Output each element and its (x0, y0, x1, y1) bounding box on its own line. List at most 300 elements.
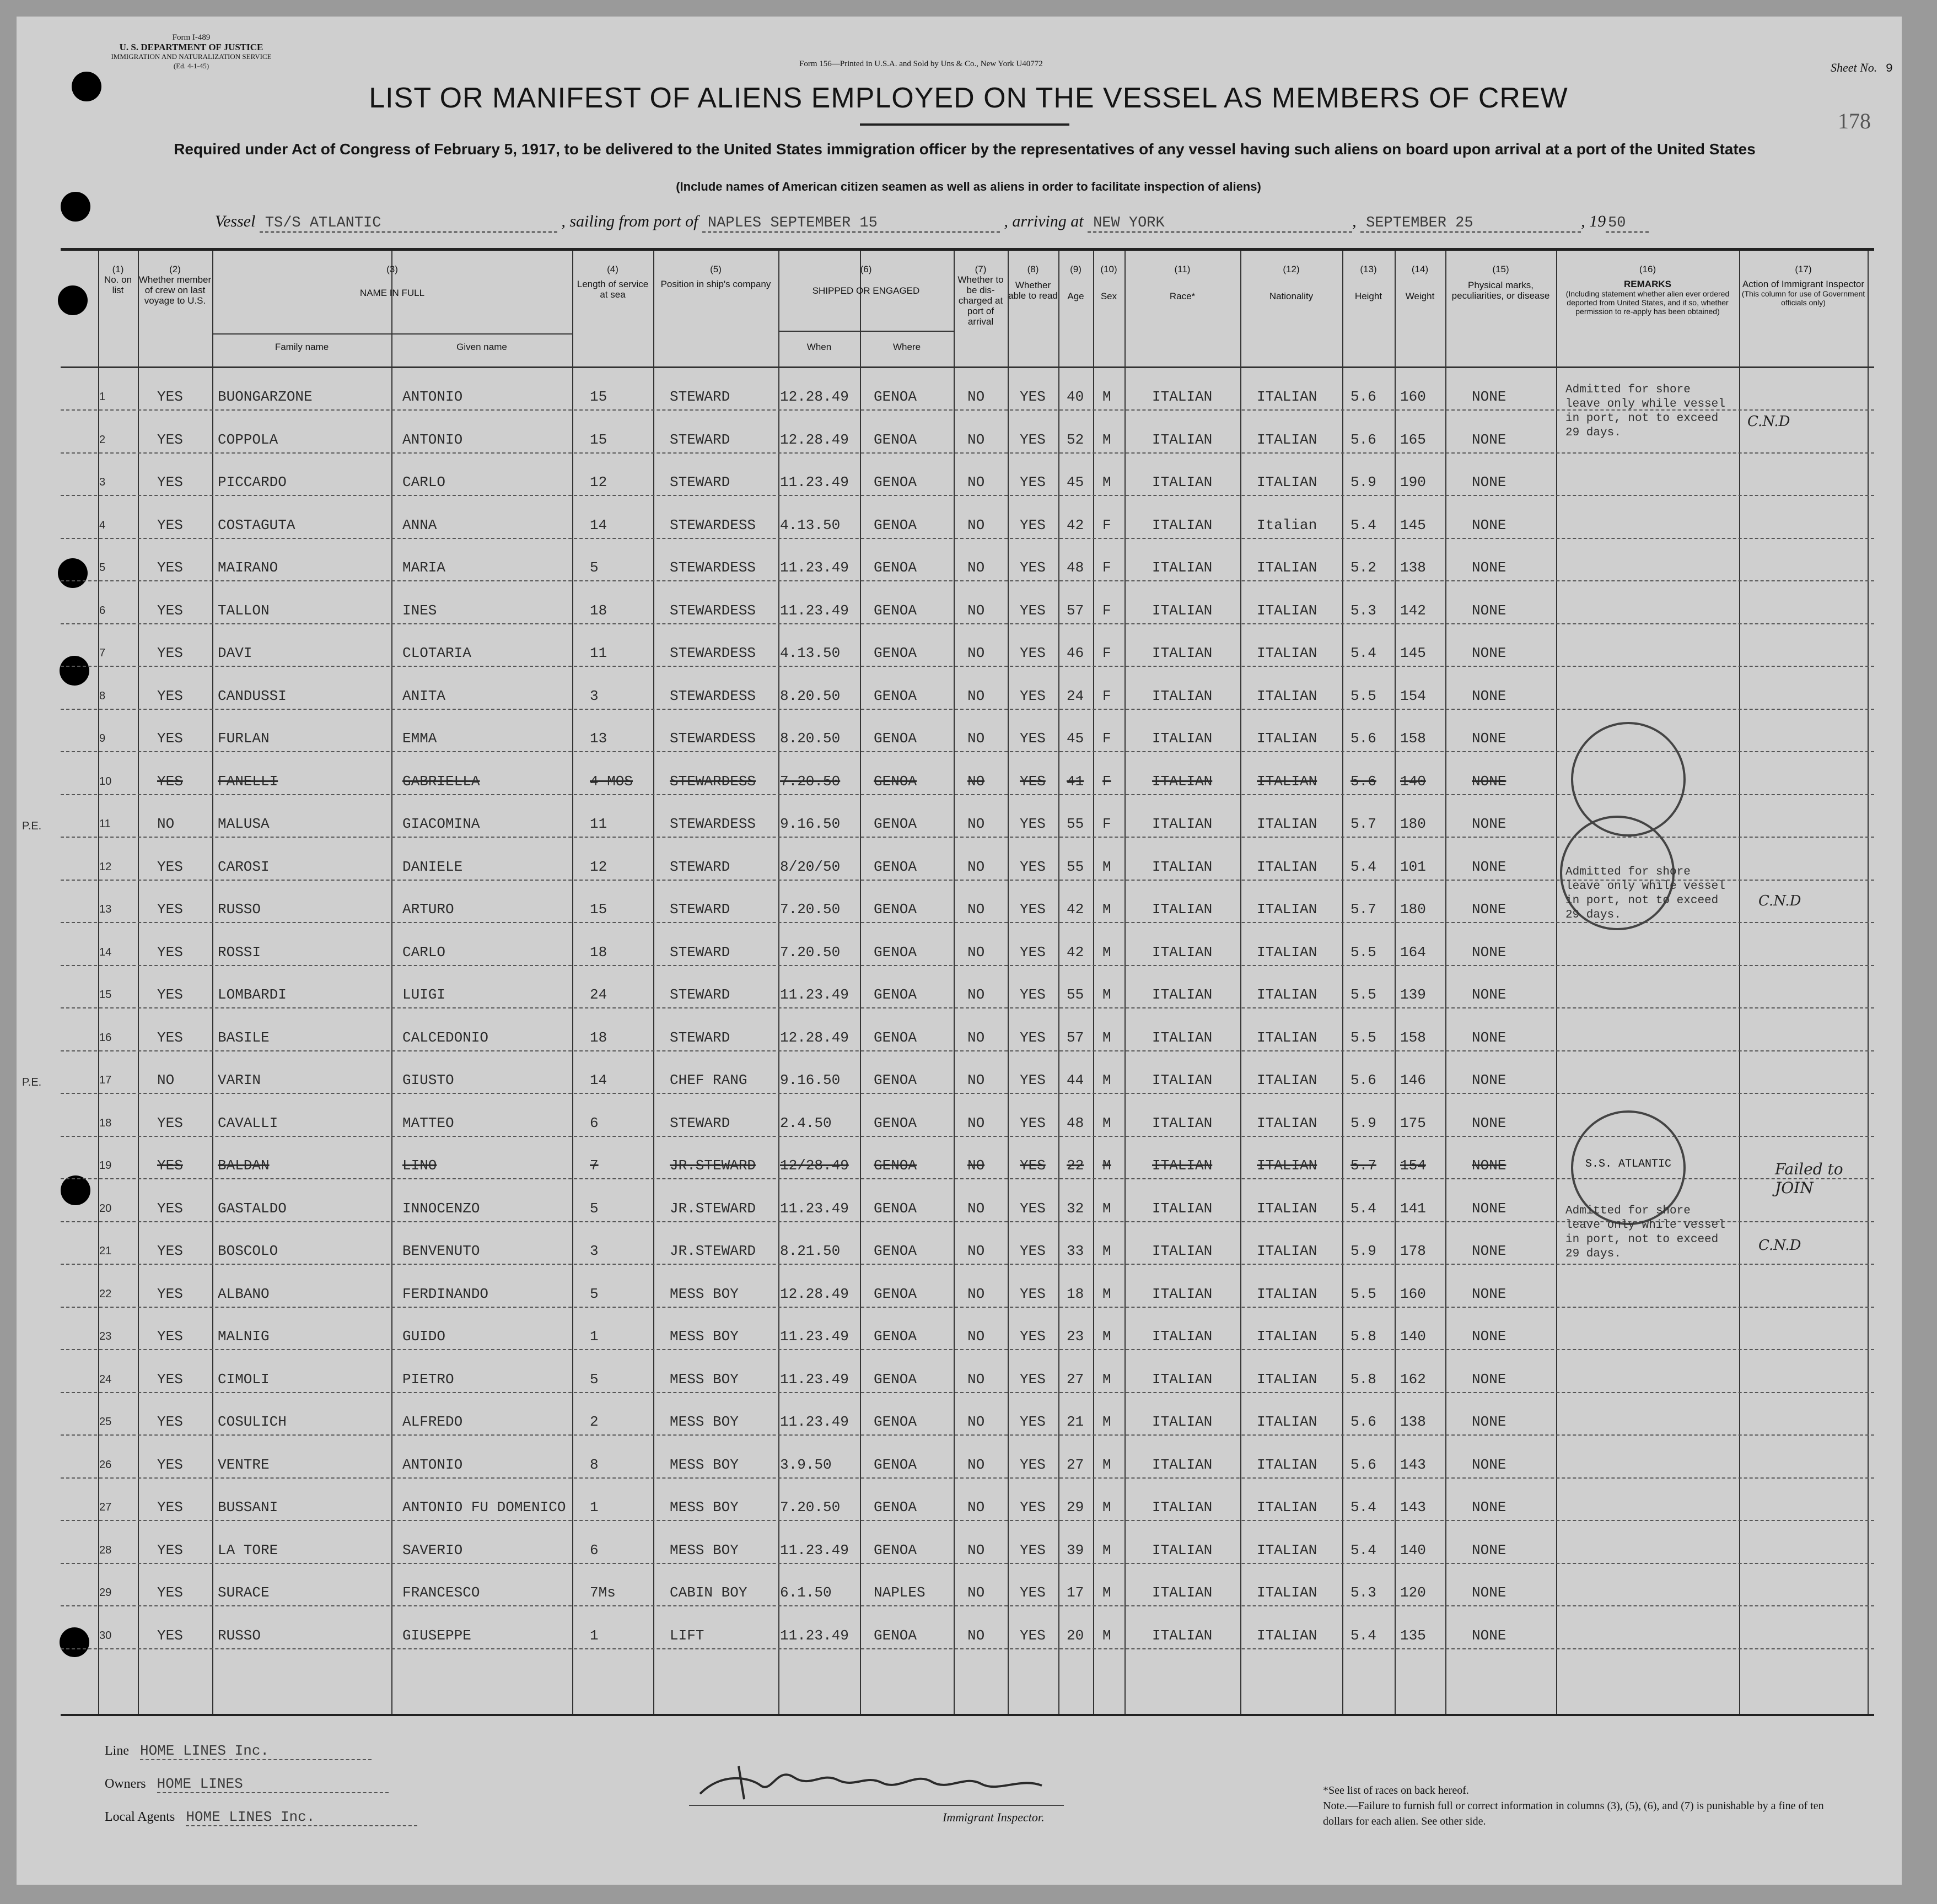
shipped-when: 3.9.50 (780, 1456, 832, 1473)
height: 5.6 (1350, 1456, 1376, 1473)
shipped-when: 11.23.49 (780, 986, 849, 1003)
service-length: 7Ms (590, 1584, 616, 1601)
height: 5.4 (1350, 516, 1376, 533)
physical-marks: NONE (1472, 1414, 1506, 1430)
shipped-when: 7.20.50 (780, 943, 841, 961)
discharged: NO (967, 1371, 985, 1388)
age: 55 (1067, 986, 1084, 1003)
height: 5.8 (1350, 1328, 1376, 1345)
service-length: 15 (590, 389, 607, 405)
family-name: CIMOLI (218, 1371, 270, 1388)
family-name: FANELLI (218, 773, 278, 790)
race: ITALIAN (1152, 1029, 1213, 1046)
row-rule (61, 452, 1874, 454)
age: 41 (1067, 773, 1084, 790)
height: 5.6 (1350, 730, 1376, 747)
service-length: 11 (590, 816, 607, 832)
title-underline (860, 123, 1069, 126)
able-to-read: YES (1020, 816, 1046, 832)
nationality: ITALIAN (1257, 1456, 1317, 1473)
sex: M (1102, 1499, 1111, 1515)
weight: 138 (1400, 559, 1426, 576)
binder-hole (61, 192, 90, 222)
shipped-when: 8.21.50 (780, 1243, 841, 1259)
height: 5.5 (1350, 986, 1376, 1003)
physical-marks: NONE (1472, 687, 1506, 704)
shipped-when: 12.28.49 (780, 431, 849, 448)
signature-scribble (689, 1755, 1064, 1805)
sex: M (1102, 1627, 1111, 1644)
edition: (Ed. 4-1-45) (173, 62, 209, 70)
row-number: 3 (99, 476, 106, 488)
race: ITALIAN (1152, 773, 1213, 790)
able-to-read: YES (1020, 1541, 1046, 1558)
crew-last-voyage: YES (157, 901, 183, 918)
shipped-when: 11.23.49 (780, 602, 849, 619)
able-to-read: YES (1020, 1072, 1046, 1088)
service-length: 5 (590, 559, 599, 576)
form-identifier (100, 33, 282, 71)
height: 5.6 (1350, 773, 1376, 790)
sex: M (1102, 389, 1111, 405)
height: 5.4 (1350, 645, 1376, 661)
service-length: 8 (590, 1456, 599, 1473)
weight: 178 (1400, 1243, 1426, 1259)
row-rule (61, 1563, 1874, 1564)
nationality: ITALIAN (1257, 1371, 1317, 1388)
height: 5.4 (1350, 1627, 1376, 1644)
shipped-where: GENOA (874, 1114, 917, 1131)
row-rule (61, 1349, 1874, 1350)
row-number: 29 (99, 1587, 112, 1599)
penalty-note: Note.—Failure to furnish full or correct information in columns (3), (5), (6), and (7) is punishable by a fine of ten dollars for each alien. See other side. (1323, 1800, 1824, 1827)
shipped-where: GENOA (874, 431, 917, 448)
age: 52 (1067, 431, 1084, 448)
position: STEWARD (670, 1029, 730, 1046)
sex: M (1102, 431, 1111, 448)
header-where: Where (892, 342, 921, 352)
weight: 141 (1400, 1200, 1426, 1217)
physical-marks: NONE (1472, 1627, 1506, 1644)
height: 5.5 (1350, 943, 1376, 961)
position: STEWARD (670, 986, 730, 1003)
shipped-when: 12.28.49 (780, 389, 849, 405)
family-name: BALDAN (218, 1157, 270, 1174)
physical-marks: NONE (1472, 1072, 1506, 1088)
physical-marks: NONE (1472, 431, 1506, 448)
physical-marks: NONE (1472, 474, 1506, 490)
age: 55 (1067, 858, 1084, 875)
shipped-when: 12.28.49 (780, 1029, 849, 1046)
row-number: 11 (99, 818, 111, 830)
race: ITALIAN (1152, 1243, 1213, 1259)
nationality: ITALIAN (1257, 1029, 1317, 1046)
row-number: 15 (99, 989, 112, 1001)
shipped-where: GENOA (874, 730, 917, 747)
physical-marks: NONE (1472, 389, 1506, 405)
able-to-read: YES (1020, 1499, 1046, 1515)
race: ITALIAN (1152, 986, 1213, 1003)
family-name: MAIRANO (218, 559, 278, 576)
arriving-port: NEW YORK (1088, 215, 1352, 233)
row-number: 14 (99, 946, 112, 958)
page-number: 178 (1838, 109, 1871, 133)
sex: M (1102, 1072, 1111, 1088)
height: 5.2 (1350, 559, 1376, 576)
sheet-label: Sheet No. (1830, 61, 1877, 74)
requirement-text: Required under Act of Congress of February 5, 1917, to be delivered to the United States immigration officer by the representatives of any vessel having such aliens on board upon arrival at a port of the United States (174, 141, 1756, 158)
family-name: BUSSANI (218, 1499, 278, 1515)
height: 5.3 (1350, 1584, 1376, 1601)
service-length: 6 (590, 1114, 599, 1131)
sex: M (1102, 1584, 1111, 1601)
able-to-read: YES (1020, 1627, 1046, 1644)
crew-last-voyage: YES (157, 687, 183, 704)
age: 42 (1067, 901, 1084, 918)
nationality: ITALIAN (1257, 943, 1317, 961)
discharged: NO (967, 687, 985, 704)
height: 5.9 (1350, 1243, 1376, 1259)
position: LIFT (670, 1627, 704, 1644)
family-name: RUSSO (218, 1627, 261, 1644)
sex: F (1102, 516, 1111, 533)
header-family-name: Family name (275, 342, 329, 352)
position: JR.STEWARD (670, 1243, 756, 1259)
sex: M (1102, 1371, 1111, 1388)
given-name: PIETRO (402, 1371, 454, 1388)
shipped-where: GENOA (874, 773, 917, 790)
discharged: NO (967, 474, 985, 490)
physical-marks: NONE (1472, 730, 1506, 747)
position: MESS BOY (670, 1328, 739, 1345)
service-length: 5 (590, 1285, 599, 1302)
position: STEWARD (670, 431, 730, 448)
given-name: GIUSEPPE (402, 1627, 471, 1644)
position: CABIN BOY (670, 1584, 747, 1601)
height: 5.9 (1350, 1114, 1376, 1131)
race: ITALIAN (1152, 431, 1213, 448)
row-prefix: P.E. (22, 820, 42, 832)
row-rule (61, 538, 1874, 539)
sex: M (1102, 1157, 1111, 1174)
row-number: 28 (99, 1544, 112, 1556)
race: ITALIAN (1152, 1456, 1213, 1473)
shipped-where: GENOA (874, 1371, 917, 1388)
service-length: 5 (590, 1371, 599, 1388)
weight: 120 (1400, 1584, 1426, 1601)
row-number: 21 (99, 1245, 112, 1257)
shipped-where: GENOA (874, 1072, 917, 1088)
race: ITALIAN (1152, 645, 1213, 661)
service-length: 2 (590, 1414, 599, 1430)
service-length: 3 (590, 687, 599, 704)
physical-marks: NONE (1472, 986, 1506, 1003)
race: ITALIAN (1152, 1157, 1213, 1174)
header-crew: (2) Whether member of crew on last voyage to U.S. (138, 264, 212, 306)
header-weight: (14) Weight (1405, 264, 1435, 301)
row-number: 12 (99, 860, 112, 873)
given-name: MATTEO (402, 1114, 454, 1131)
nationality: ITALIAN (1257, 1285, 1317, 1302)
race: ITALIAN (1152, 687, 1213, 704)
position: MESS BOY (670, 1414, 739, 1430)
weight: 140 (1400, 1541, 1426, 1558)
remark-shore-leave-3: Admitted for shore leave only while vessel in port, not to exceed 29 days. (1565, 1205, 1725, 1260)
footer-line: Line HOME LINES Inc. (105, 1743, 372, 1760)
race: ITALIAN (1152, 389, 1213, 405)
race: ITALIAN (1152, 1285, 1213, 1302)
physical-marks: NONE (1472, 1541, 1506, 1558)
row-rule (61, 1307, 1874, 1308)
shipped-when: 8.20.50 (780, 730, 841, 747)
physical-marks: NONE (1472, 645, 1506, 661)
position: MESS BOY (670, 1285, 739, 1302)
weight: 101 (1400, 858, 1426, 875)
able-to-read: YES (1020, 389, 1046, 405)
given-name: FRANCESCO (402, 1584, 480, 1601)
nationality: ITALIAN (1257, 901, 1317, 918)
sex: M (1102, 986, 1111, 1003)
crew-last-voyage: YES (157, 1371, 183, 1388)
crew-last-voyage: YES (157, 1627, 183, 1644)
physical-marks: NONE (1472, 943, 1506, 961)
shipped-when: 11.23.49 (780, 474, 849, 490)
shipped-where: GENOA (874, 602, 917, 619)
age: 44 (1067, 1072, 1084, 1088)
able-to-read: YES (1020, 687, 1046, 704)
weight: 140 (1400, 773, 1426, 790)
include-note: (Include names of American citizen seamen as well as aliens in order to facilitate inspection of aliens) (676, 180, 1261, 193)
shipped-when: 11.23.49 (780, 1627, 849, 1644)
able-to-read: YES (1020, 1243, 1046, 1259)
crew-last-voyage: YES (157, 1328, 183, 1345)
footer-agents: Local Agents HOME LINES Inc. (105, 1809, 417, 1826)
race: ITALIAN (1152, 1414, 1213, 1430)
shipped-where: NAPLES (874, 1584, 926, 1601)
header-height: (13) Height (1354, 264, 1382, 301)
crew-last-voyage: YES (157, 645, 183, 661)
family-name: RUSSO (218, 901, 261, 918)
race: ITALIAN (1152, 816, 1213, 832)
race: ITALIAN (1152, 1200, 1213, 1217)
row-number: 18 (99, 1116, 112, 1129)
physical-marks: NONE (1472, 559, 1506, 576)
physical-marks: NONE (1472, 1285, 1506, 1302)
race: ITALIAN (1152, 1584, 1213, 1601)
discharged: NO (967, 431, 985, 448)
discharged: NO (967, 1200, 985, 1217)
discharged: NO (967, 559, 985, 576)
arrival-date: SEPTEMBER 25 (1360, 215, 1581, 233)
sex: M (1102, 1414, 1111, 1430)
discharged: NO (967, 1114, 985, 1131)
shipped-when: 7.20.50 (780, 1499, 841, 1515)
able-to-read: YES (1020, 901, 1046, 918)
age: 24 (1067, 687, 1084, 704)
service-length: 6 (590, 1541, 599, 1558)
able-to-read: YES (1020, 1456, 1046, 1473)
header-race: (11) Race* (1169, 264, 1196, 301)
position: STEWARDESS (670, 816, 756, 832)
age: 42 (1067, 943, 1084, 961)
position: STEWARDESS (670, 773, 756, 790)
vessel-name: TS/S ATLANTIC (260, 215, 557, 233)
row-rule (61, 1392, 1874, 1393)
vessel-line: Vessel TS/S ATLANTIC , sailing from port of NAPLES SEPTEMBER 15 , arriving at NEW YORK , SEPTEMBER 25 , 19 50 (215, 212, 1649, 233)
shipped-where: GENOA (874, 1243, 917, 1259)
service-length: 18 (590, 1029, 607, 1046)
position: STEWARDESS (670, 730, 756, 747)
given-name: ARTURO (402, 901, 454, 918)
service-length: 18 (590, 943, 607, 961)
shipped-when: 11.23.49 (780, 1414, 849, 1430)
weight: 135 (1400, 1627, 1426, 1644)
given-name: ANNA (402, 516, 437, 533)
sex: M (1102, 858, 1111, 875)
sex: M (1102, 1541, 1111, 1558)
crew-last-voyage: YES (157, 1541, 183, 1558)
shipped-where: GENOA (874, 1200, 917, 1217)
sex: M (1102, 943, 1111, 961)
race: ITALIAN (1152, 602, 1213, 619)
arrival-year: 50 (1606, 215, 1649, 233)
physical-marks: NONE (1472, 1243, 1506, 1259)
height: 5.4 (1350, 1499, 1376, 1515)
sailing-port: NAPLES SEPTEMBER 15 (702, 215, 1000, 233)
race: ITALIAN (1152, 901, 1213, 918)
service-length: 15 (590, 431, 607, 448)
family-name: CAVALLI (218, 1114, 278, 1131)
age: 27 (1067, 1456, 1084, 1473)
row-rule (61, 1648, 1874, 1649)
shipped-when: 11.23.49 (780, 1541, 849, 1558)
family-name: COSULICH (218, 1414, 287, 1430)
discharged: NO (967, 943, 985, 961)
able-to-read: YES (1020, 645, 1046, 661)
row-number: 7 (99, 647, 106, 659)
owners-value: HOME LINES (157, 1776, 389, 1793)
race: ITALIAN (1152, 1541, 1213, 1558)
shipped-when: 11.23.49 (780, 559, 849, 576)
service-length: 14 (590, 1072, 607, 1088)
row-rule (61, 1605, 1874, 1606)
height: 5.6 (1350, 431, 1376, 448)
shipped-when: 11.23.49 (780, 1328, 849, 1345)
crew-last-voyage: NO (157, 816, 175, 832)
races-note: *See list of races on back hereof. (1323, 1784, 1469, 1797)
given-name: GUIDO (402, 1328, 446, 1345)
header-inspector: (17) Action of Immigrant Inspector (This column for use of Government officials only) (1741, 264, 1865, 307)
discharged: NO (967, 730, 985, 747)
physical-marks: NONE (1472, 516, 1506, 533)
race: ITALIAN (1152, 516, 1213, 533)
inspector-signature (689, 1755, 1064, 1806)
shipped-where: GENOA (874, 986, 917, 1003)
physical-marks: NONE (1472, 773, 1506, 790)
crew-last-voyage: YES (157, 602, 183, 619)
crew-last-voyage: YES (157, 1456, 183, 1473)
given-name: ANTONIO FU DOMENICO (402, 1499, 566, 1515)
nationality: ITALIAN (1257, 1541, 1317, 1558)
nationality: ITALIAN (1257, 1499, 1317, 1515)
given-name: ANTONIO (402, 389, 463, 405)
sex: F (1102, 602, 1111, 619)
given-name: INNOCENZO (402, 1200, 480, 1217)
height: 5.7 (1350, 901, 1376, 918)
weight: 165 (1400, 431, 1426, 448)
sex: M (1102, 1285, 1111, 1302)
form-number: Form I-489 (172, 33, 211, 42)
discharged: NO (967, 816, 985, 832)
service-length: 1 (590, 1627, 599, 1644)
sex: F (1102, 645, 1111, 661)
family-name: VENTRE (218, 1456, 270, 1473)
nationality: ITALIAN (1257, 559, 1317, 576)
given-name: DANIELE (402, 858, 463, 875)
family-name: BUONGARZONE (218, 389, 313, 405)
crew-last-voyage: YES (157, 730, 183, 747)
physical-marks: NONE (1472, 1499, 1506, 1515)
age: 57 (1067, 602, 1084, 619)
sex: F (1102, 687, 1111, 704)
row-number: 8 (99, 689, 106, 702)
row-number: 26 (99, 1458, 112, 1471)
physical-marks: NONE (1472, 1371, 1506, 1388)
row-rule (61, 1434, 1874, 1436)
remark-initials-1: C.N.D (1747, 413, 1790, 430)
service: IMMIGRATION AND NATURALIZATION SERVICE (111, 52, 272, 61)
height: 5.6 (1350, 1072, 1376, 1088)
discharged: NO (967, 1541, 985, 1558)
row-rule (61, 623, 1874, 624)
crew-last-voyage: YES (157, 389, 183, 405)
service-length: 12 (590, 474, 607, 490)
crew-last-voyage: YES (157, 773, 183, 790)
position: MESS BOY (670, 1456, 739, 1473)
nationality: ITALIAN (1257, 1584, 1317, 1601)
shipped-when: 12.28.49 (780, 1285, 849, 1302)
remark-initials-2: C.N.D (1758, 893, 1801, 909)
weight: 143 (1400, 1456, 1426, 1473)
height: 5.3 (1350, 602, 1376, 619)
shipped-when: 8/20/50 (780, 858, 841, 875)
sex: M (1102, 1456, 1111, 1473)
age: 55 (1067, 816, 1084, 832)
position: JR.STEWARD (670, 1157, 756, 1174)
weight: 146 (1400, 1072, 1426, 1088)
nationality: ITALIAN (1257, 1328, 1317, 1345)
nationality: ITALIAN (1257, 474, 1317, 490)
nationality: ITALIAN (1257, 730, 1317, 747)
race: ITALIAN (1152, 1114, 1213, 1131)
row-number: 24 (99, 1373, 112, 1385)
given-name: CALCEDONIO (402, 1029, 489, 1046)
family-name: ROSSI (218, 943, 261, 961)
header-nationality: (12) Nationality (1269, 264, 1314, 301)
able-to-read: YES (1020, 1371, 1046, 1388)
age: 48 (1067, 559, 1084, 576)
race: ITALIAN (1152, 1627, 1213, 1644)
age: 45 (1067, 474, 1084, 490)
shipped-when: 11.23.49 (780, 1371, 849, 1388)
crew-last-voyage: YES (157, 943, 183, 961)
sex: F (1102, 730, 1111, 747)
sex: M (1102, 1200, 1111, 1217)
position: STEWARD (670, 943, 730, 961)
given-name: GIUSTO (402, 1072, 454, 1088)
age: 17 (1067, 1584, 1084, 1601)
nationality: ITALIAN (1257, 1157, 1317, 1174)
